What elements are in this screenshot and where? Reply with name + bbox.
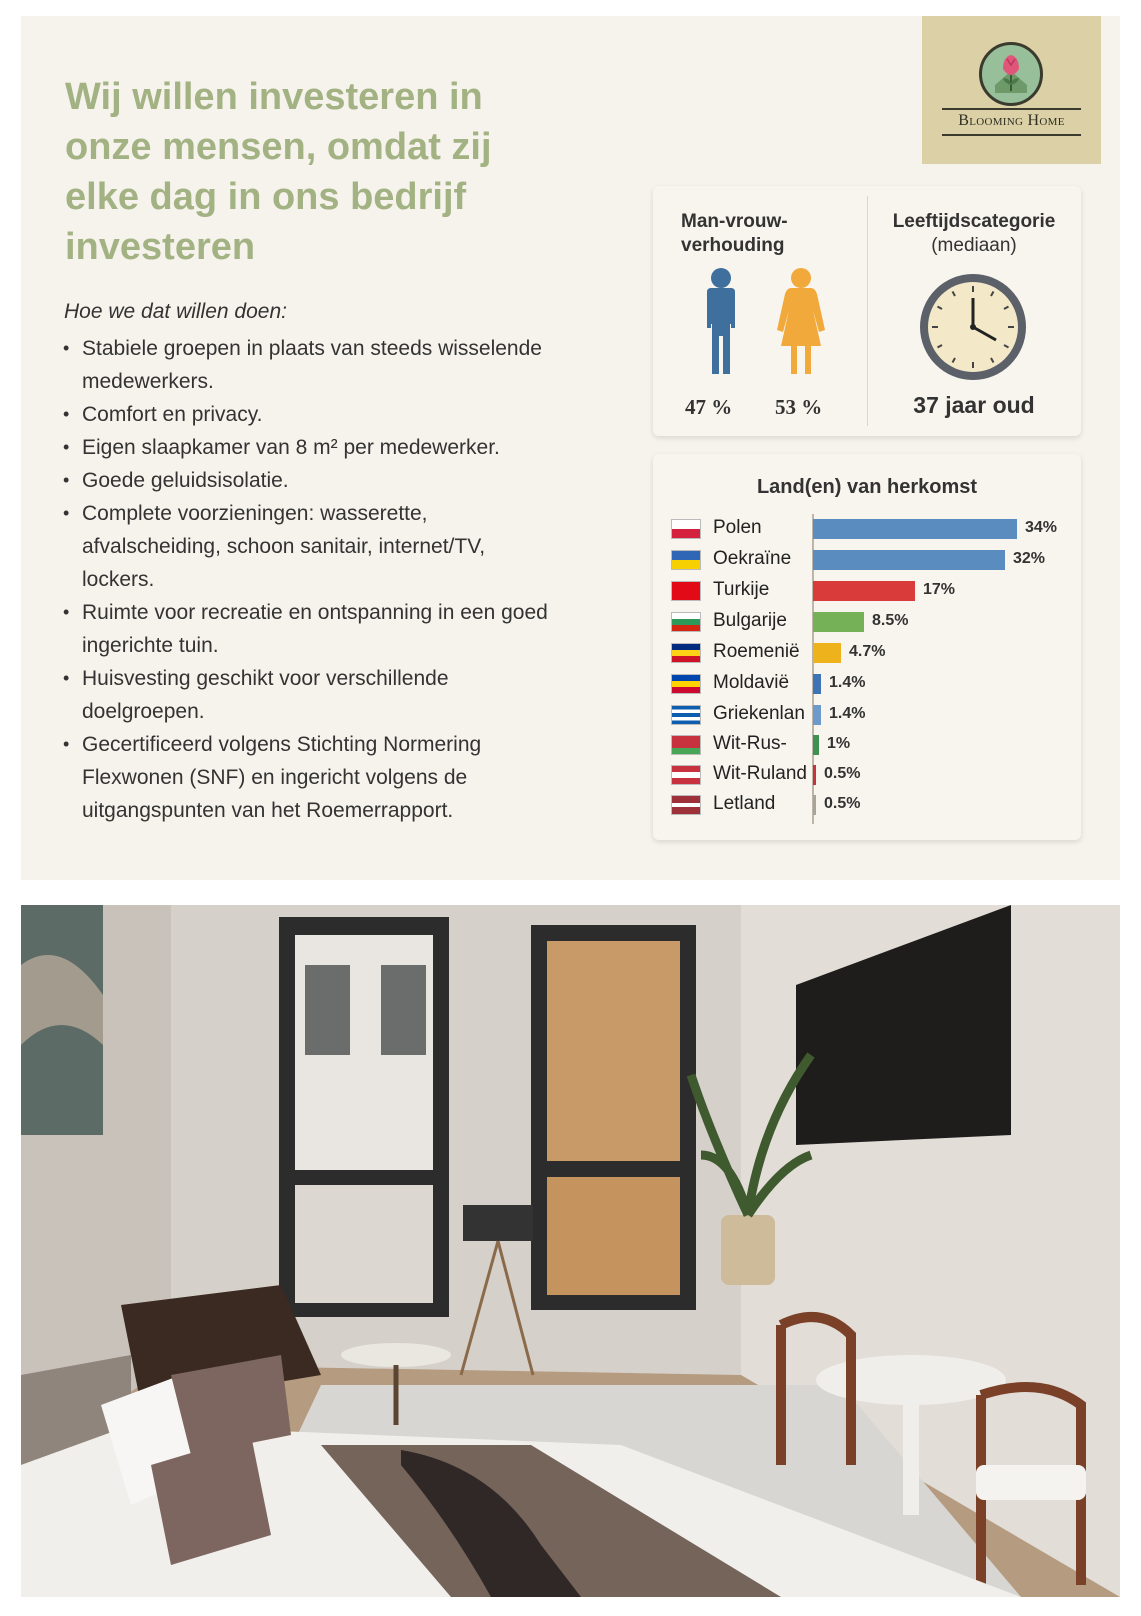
male-icon [707, 268, 735, 374]
gender-ratio-title: Man-vrouw- verhouding [681, 211, 788, 256]
country-bar [813, 550, 1005, 570]
bullet-list [63, 332, 563, 827]
list-item: • Comfort en privacy. [63, 398, 563, 431]
country-bar [813, 612, 864, 632]
country-label: Letland [713, 793, 776, 814]
list-item: • Stabiele groepen in plaats van steeds wisselende medewerkers. [63, 332, 563, 398]
list-item: • Eigen slaapkamer van 8 m² per medewerker. [63, 431, 563, 464]
country-bar [813, 795, 816, 815]
country-row [653, 576, 1081, 606]
country-bar [813, 705, 821, 725]
median-age: 37 jaar oud [913, 392, 1035, 418]
bar-value-label: 1.4% [829, 674, 866, 691]
bar-value-label: 0.5% [824, 795, 861, 812]
flag-icon [671, 550, 701, 570]
list-item: • Complete voorzieningen: wasserette, afvalscheiding, schoon sanitair, internet/TV, lockers. [63, 497, 563, 596]
countries-card [653, 454, 1081, 840]
bar-value-label: 1% [827, 735, 851, 752]
bar-value-label: 8.5% [872, 612, 909, 629]
flag-icon [671, 643, 701, 663]
country-label: Roemenië [713, 641, 800, 662]
country-row [653, 669, 1081, 699]
flag-icon [671, 705, 701, 725]
clock-icon [914, 268, 1032, 386]
bedroom-photo [21, 905, 1120, 1597]
country-row [653, 700, 1081, 730]
country-label: Polen [713, 517, 762, 538]
brand-logo [922, 16, 1101, 164]
country-bar [813, 674, 821, 694]
flag-icon [671, 581, 701, 601]
chart-title: Land(en) van herkomst [756, 476, 978, 498]
age-title: Leeftijdscategorie (mediaan) [892, 211, 1056, 256]
country-row [653, 607, 1081, 637]
bar-value-label: 0.5% [824, 765, 861, 782]
flag-icon [671, 735, 701, 755]
country-row [653, 730, 1081, 760]
flag-icon [671, 795, 701, 815]
country-bar [813, 581, 915, 601]
country-label: Moldavië [713, 672, 790, 693]
country-label: Wit-Rus- [713, 733, 787, 754]
flag-icon [671, 765, 701, 785]
country-row [653, 545, 1081, 575]
country-row [653, 790, 1081, 820]
bar-value-label: 32% [1013, 550, 1046, 567]
country-bar [813, 643, 841, 663]
flag-icon [671, 519, 701, 539]
flag-icon [671, 612, 701, 632]
male-percentage: 47 % [685, 395, 733, 419]
bar-value-label: 1.4% [829, 705, 866, 722]
country-label: Griekenlan [713, 703, 805, 724]
tulip-icon [979, 42, 1043, 106]
female-icon [777, 268, 825, 374]
list-item: • Goede geluidsisolatie. [63, 464, 563, 497]
female-percentage: 53 % [775, 395, 823, 419]
country-bar [813, 765, 816, 785]
country-label: Turkije [713, 579, 770, 600]
country-row [653, 514, 1081, 544]
country-row [653, 638, 1081, 668]
flag-icon [671, 674, 701, 694]
country-bar [813, 735, 819, 755]
bar-value-label: 4.7% [849, 643, 886, 660]
country-row [653, 760, 1081, 790]
country-bar [813, 519, 1017, 539]
top-panel [21, 16, 1120, 880]
country-label: Oekraïne [713, 548, 792, 569]
brand-name: Blooming Home [958, 112, 1065, 129]
country-label: Wit-Ruland [713, 763, 807, 784]
bar-value-label: 34% [1025, 519, 1058, 536]
stats-card [653, 186, 1081, 436]
bar-value-label: 17% [923, 581, 956, 598]
gender-figures [693, 266, 853, 378]
list-item: • Huisvesting geschikt voor verschillende doelgroepen. [63, 662, 563, 728]
intro-text: Hoe we dat willen doen: [64, 300, 287, 323]
page-headline: Wij willen investeren in onze mensen, omdat zij elke dag in ons bedrijf investeren [65, 76, 492, 268]
list-item: • Gecertificeerd volgens Stichting Normering Flexwonen (SNF) en ingericht volgens de uitgangspunten van het Roemerrapport. [63, 728, 563, 827]
list-item: • Ruimte voor recreatie en ontspanning in een goed ingerichte tuin. [63, 596, 563, 662]
country-label: Bulgarije [713, 610, 787, 631]
